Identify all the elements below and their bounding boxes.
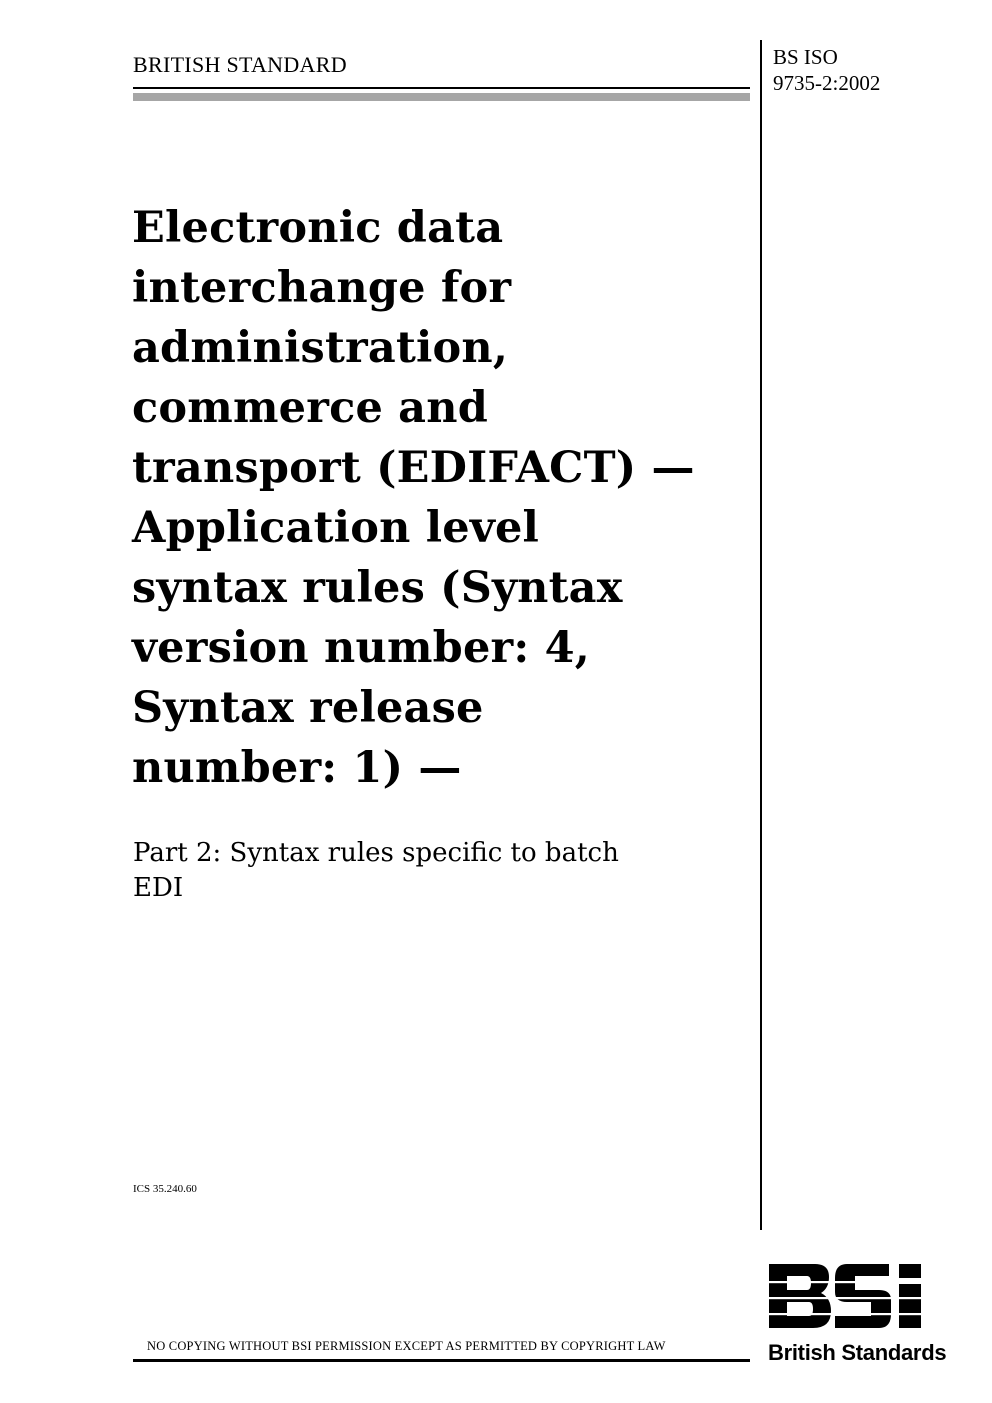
bsi-logo-icon	[767, 1262, 947, 1330]
footer-rule	[133, 1359, 750, 1362]
header-rule-thick	[133, 93, 750, 101]
copyright-notice: NO COPYING WITHOUT BSI PERMISSION EXCEPT AS PERMITTED BY COPYRIGHT LAW	[147, 1339, 666, 1353]
bsi-wordmark: British Standards	[768, 1340, 947, 1365]
document-subtitle	[133, 836, 733, 906]
title-line: Electronic data	[132, 203, 504, 253]
title-line: commerce and	[132, 383, 488, 433]
standard-number-line2: 9735-2:2002	[773, 71, 881, 95]
title-line: administration,	[132, 323, 509, 373]
title-line: number: 1) —	[132, 743, 462, 793]
header-label: BRITISH STANDARD	[133, 52, 347, 77]
header-rule-thin	[133, 87, 750, 89]
standard-number	[773, 44, 880, 96]
title-line: Application level	[132, 503, 540, 553]
title-line: syntax rules (Syntax	[132, 563, 623, 613]
title-line: version number: 4,	[132, 623, 590, 673]
vertical-divider	[760, 40, 762, 1230]
standard-number-line1: BS ISO	[773, 45, 838, 69]
subtitle-line: EDI	[133, 873, 184, 903]
subtitle-line: Part 2: Syntax rules specific to batch	[133, 838, 619, 868]
title-line: transport (EDIFACT) —	[132, 443, 695, 493]
title-line: interchange for	[132, 263, 512, 313]
ics-code: ICS 35.240.60	[133, 1183, 197, 1195]
document-title	[132, 198, 732, 798]
title-line: Syntax release	[132, 683, 484, 733]
